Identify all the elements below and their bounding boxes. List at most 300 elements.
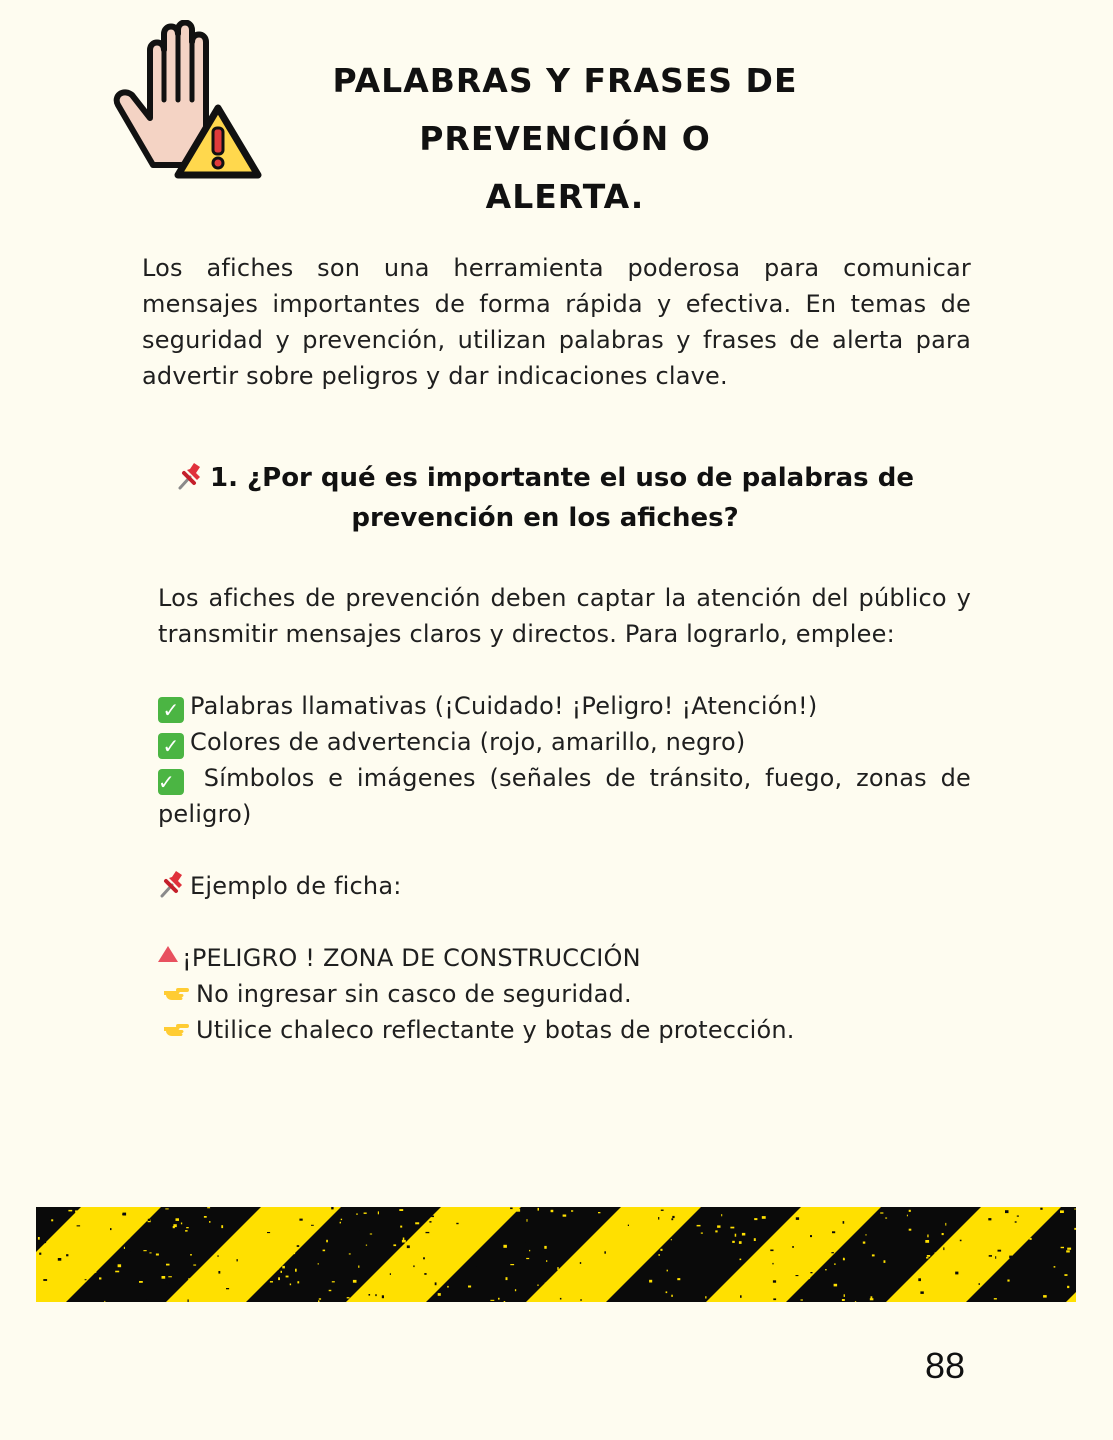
tape-speckle <box>551 1210 554 1212</box>
tape-speckle <box>550 1212 552 1214</box>
tape-speckle <box>1009 1256 1012 1259</box>
tape-speckle <box>195 1279 196 1281</box>
tape-speckle <box>927 1235 928 1238</box>
tape-speckle <box>426 1232 430 1233</box>
tape-speckle <box>727 1217 731 1220</box>
tape-speckle <box>730 1227 734 1229</box>
tape-speckle <box>340 1297 343 1298</box>
tape-speckle <box>134 1220 135 1223</box>
tape-speckle <box>586 1283 589 1286</box>
tape-speckle <box>465 1237 469 1239</box>
tape-speckle <box>1043 1295 1047 1298</box>
tape-speckle <box>766 1281 768 1284</box>
tape-speckle <box>598 1212 600 1213</box>
tape-speckle <box>1054 1266 1056 1268</box>
tape-speckle <box>399 1209 403 1211</box>
tape-speckle <box>543 1251 544 1253</box>
tape-speckle <box>796 1275 799 1276</box>
tape-speckle <box>989 1255 992 1257</box>
tape-speckle <box>729 1230 731 1232</box>
tape-speckle <box>288 1269 290 1272</box>
tape-speckle <box>38 1237 40 1240</box>
tape-speckle <box>166 1264 170 1266</box>
tape-speckle <box>242 1281 244 1284</box>
tape-speckle <box>907 1215 908 1217</box>
tape-speckle <box>843 1221 845 1224</box>
tape-speckle <box>490 1300 494 1301</box>
tape-speckle <box>340 1222 341 1224</box>
tape-speckle <box>357 1230 360 1232</box>
tape-speckle <box>468 1286 471 1288</box>
tape-speckle <box>77 1225 81 1226</box>
tape-speckle <box>438 1293 441 1296</box>
tape-speckle <box>575 1258 578 1260</box>
tape-speckle <box>671 1295 673 1297</box>
tape-speckle <box>250 1280 253 1282</box>
tape-speckle <box>740 1295 742 1298</box>
section-paragraph: Los afiches de prevención deben captar la atención del público y transmitir mensajes claros y directos. Para lograrlo, emplee: <box>158 584 971 648</box>
tape-speckle <box>382 1295 384 1298</box>
tape-speckle <box>927 1255 930 1257</box>
tape-speckle <box>649 1280 652 1283</box>
tape-speckle <box>837 1238 840 1241</box>
tape-speckle <box>557 1267 558 1270</box>
tape-speckle <box>209 1221 211 1223</box>
tape-speckle <box>127 1220 129 1223</box>
tape-speckle <box>146 1299 149 1300</box>
tape-speckle <box>115 1271 119 1273</box>
tape-speckle <box>69 1228 73 1229</box>
tape-speckle <box>80 1293 84 1294</box>
tape-speckle <box>792 1246 794 1248</box>
tape-speckle <box>332 1281 335 1282</box>
tape-speckle <box>472 1218 475 1220</box>
tape-speckle <box>1075 1208 1076 1210</box>
section-body <box>158 580 971 1048</box>
tape-speckle <box>908 1287 911 1290</box>
tape-speckle <box>721 1214 722 1216</box>
tape-speckle <box>945 1261 948 1262</box>
tape-speckle <box>290 1284 291 1286</box>
tape-speckle <box>275 1229 277 1232</box>
tape-speckle <box>504 1301 506 1302</box>
tape-speckle <box>677 1278 680 1280</box>
tape-speckle <box>423 1257 425 1259</box>
tape-speckle <box>375 1294 376 1296</box>
tape-speckle <box>796 1217 799 1220</box>
tape-speckle <box>278 1277 280 1280</box>
tape-speckle <box>855 1301 856 1302</box>
tape-speckle <box>447 1286 449 1288</box>
tape-speckle <box>276 1208 279 1210</box>
tape-speckle <box>571 1210 573 1211</box>
tape-speckle <box>443 1240 445 1242</box>
tape-speckle <box>823 1276 825 1278</box>
tape-speckle <box>219 1290 221 1292</box>
tape-speckle <box>908 1250 910 1252</box>
example-heading: ¡PELIGRO ! ZONA DE CONSTRUCCIÓN <box>158 940 971 976</box>
tape-speckle <box>254 1230 256 1232</box>
tape-speckle <box>870 1298 874 1300</box>
tape-speckle <box>842 1299 845 1301</box>
tape-speckle <box>297 1281 299 1283</box>
tape-speckle <box>672 1216 674 1218</box>
tape-speckle <box>299 1219 302 1221</box>
tape-speckle <box>962 1271 964 1274</box>
check-mark-icon: ✓ <box>158 769 184 795</box>
tape-speckle <box>544 1246 546 1249</box>
tape-speckle <box>822 1240 825 1242</box>
warning-triangle-icon <box>158 946 178 962</box>
tape-speckle <box>960 1240 962 1242</box>
tape-speckle <box>701 1233 703 1234</box>
tape-speckle <box>642 1243 646 1245</box>
tape-speckle <box>809 1220 811 1223</box>
example-item: Utilice chaleco reflectante y botas de protección. <box>158 1012 971 1048</box>
tape-speckle <box>956 1252 958 1254</box>
tape-speckle <box>659 1254 660 1256</box>
tape-speckle <box>861 1267 865 1270</box>
tape-speckle <box>809 1257 812 1259</box>
tape-speckle <box>515 1289 516 1291</box>
tape-speckle <box>202 1221 204 1223</box>
tape-speckle <box>831 1252 834 1253</box>
tape-speckle <box>233 1269 235 1270</box>
section-title <box>150 458 940 538</box>
tape-speckle <box>139 1281 143 1283</box>
tape-speckle <box>904 1224 906 1227</box>
tape-speckle <box>808 1278 810 1279</box>
tape-speckle <box>510 1208 512 1210</box>
tape-speckle <box>94 1254 97 1257</box>
tape-speckle <box>991 1268 995 1269</box>
tape-speckle <box>219 1212 223 1215</box>
tape-speckle <box>717 1208 718 1209</box>
checklist-item: ✓ Símbolos e imágenes (señales de tránsito, fuego, zonas de peligro) <box>158 764 971 828</box>
tape-speckle <box>1041 1283 1045 1285</box>
tape-speckle <box>1063 1278 1067 1280</box>
tape-speckle <box>1060 1210 1064 1213</box>
tape-speckle <box>193 1265 196 1266</box>
tape-speckle <box>345 1245 348 1248</box>
tape-speckle <box>943 1285 945 1288</box>
tape-speckle <box>666 1291 668 1293</box>
tape-speckle <box>275 1286 277 1287</box>
page-title <box>220 52 910 226</box>
tape-speckle <box>661 1227 663 1229</box>
tape-speckle <box>406 1229 408 1232</box>
tape-speckle <box>885 1218 887 1219</box>
tape-speckle <box>336 1288 340 1290</box>
tape-speckle <box>698 1278 700 1280</box>
tape-speckle <box>564 1286 566 1289</box>
tape-speckle <box>604 1251 606 1253</box>
tape-speckle <box>413 1265 414 1267</box>
tape-speckle <box>773 1298 776 1300</box>
tape-speckle <box>844 1294 845 1297</box>
tape-speckle <box>516 1285 519 1286</box>
tape-speckle <box>546 1260 547 1262</box>
tape-speckle <box>773 1280 776 1282</box>
tape-speckle <box>58 1258 62 1261</box>
tape-speckle <box>920 1291 923 1294</box>
tape-speckle <box>181 1223 182 1225</box>
tape-speckle <box>191 1291 192 1293</box>
tape-speckle <box>218 1271 220 1274</box>
tape-speckle <box>173 1226 175 1228</box>
tape-speckle <box>604 1291 606 1293</box>
tape-speckle <box>863 1242 866 1244</box>
tape-speckle <box>954 1276 955 1278</box>
tape-speckle <box>156 1254 159 1256</box>
tape-speckle <box>578 1228 579 1231</box>
tape-speckle <box>66 1254 68 1256</box>
tape-speckle <box>396 1295 397 1296</box>
tape-speckle <box>527 1219 528 1222</box>
tape-speckle <box>981 1220 984 1222</box>
tape-speckle <box>935 1252 939 1254</box>
tape-speckle <box>739 1241 742 1244</box>
tape-speckle <box>319 1298 321 1299</box>
tape-speckle <box>394 1262 396 1265</box>
tape-speckle <box>237 1259 238 1261</box>
tape-speckle <box>104 1301 105 1302</box>
tape-speckle <box>945 1223 946 1226</box>
tape-speckle <box>834 1263 835 1265</box>
tape-speckle <box>56 1301 57 1302</box>
tape-speckle <box>506 1277 508 1280</box>
tape-speckle <box>760 1240 764 1243</box>
tape-speckle <box>880 1212 883 1213</box>
tape-speckle <box>955 1254 956 1256</box>
tape-speckle <box>415 1222 419 1224</box>
tape-speckle <box>836 1276 838 1277</box>
tape-speckle <box>943 1247 944 1250</box>
tape-speckle <box>308 1233 310 1236</box>
tape-speckle <box>857 1258 858 1261</box>
tape-speckle <box>472 1237 475 1239</box>
tape-speckle <box>1023 1236 1027 1238</box>
tape-speckle <box>580 1299 582 1300</box>
tape-speckle <box>877 1277 881 1280</box>
tape-speckle <box>770 1250 773 1252</box>
tape-speckle <box>51 1219 53 1221</box>
tape-speckle <box>168 1276 172 1277</box>
tape-speckle <box>981 1258 985 1260</box>
tape-speckle <box>160 1224 163 1226</box>
tape-speckle <box>494 1214 498 1216</box>
tape-speckle <box>463 1244 465 1245</box>
tape-speckle <box>267 1232 270 1233</box>
tape-speckle <box>72 1258 75 1259</box>
tape-speckle <box>189 1238 190 1240</box>
tape-speckle <box>858 1274 860 1276</box>
tape-speckle <box>188 1299 189 1302</box>
tape-speckle <box>801 1299 803 1300</box>
tape-speckle <box>75 1210 79 1212</box>
tape-speckle <box>390 1217 393 1218</box>
section-title-line-2: prevención en los afiches? <box>351 503 739 533</box>
tape-speckle <box>667 1270 668 1272</box>
tape-speckle <box>717 1225 720 1227</box>
pointing-hand-icon <box>162 983 190 1005</box>
tape-speckle <box>402 1298 406 1299</box>
tape-speckle <box>538 1263 539 1264</box>
tape-speckle <box>43 1279 47 1281</box>
tape-speckle <box>190 1254 192 1255</box>
tape-speckle <box>226 1212 230 1213</box>
tape-speckle <box>191 1252 194 1254</box>
tape-speckle <box>1029 1238 1031 1240</box>
tape-speckle <box>998 1250 1002 1252</box>
tape-speckle <box>407 1245 410 1248</box>
tape-speckle <box>440 1231 442 1234</box>
tape-speckle <box>445 1272 448 1274</box>
tape-speckle <box>143 1250 146 1251</box>
tape-speckle <box>918 1278 921 1281</box>
tape-speckle <box>303 1266 304 1267</box>
tape-speckle <box>341 1219 342 1220</box>
tape-speckle <box>175 1276 178 1279</box>
tape-speckle <box>63 1245 66 1246</box>
tape-speckle <box>217 1256 219 1257</box>
tape-speckle <box>408 1280 411 1282</box>
tape-speckle <box>99 1277 101 1279</box>
tape-speckle <box>650 1240 653 1241</box>
tape-speckle <box>854 1248 857 1251</box>
tape-speckle <box>736 1232 738 1233</box>
tape-speckle <box>145 1246 147 1248</box>
tape-speckle <box>660 1249 662 1251</box>
tape-speckle <box>123 1213 127 1216</box>
tape-speckle <box>942 1233 944 1235</box>
tape-speckle <box>973 1260 976 1263</box>
tape-speckle <box>864 1277 865 1279</box>
tape-speckle <box>347 1297 350 1298</box>
tape-speckle <box>772 1263 773 1265</box>
tape-speckle <box>925 1240 929 1243</box>
tape-speckle <box>555 1293 558 1295</box>
tape-speckle <box>185 1230 188 1232</box>
tape-speckle <box>294 1253 295 1254</box>
tape-speckle <box>407 1283 411 1285</box>
tape-speckle <box>754 1218 757 1220</box>
tape-speckle <box>67 1233 69 1235</box>
tape-speckle <box>979 1283 980 1285</box>
tape-speckle <box>118 1264 122 1267</box>
page-title-line-2: ALERTA. <box>485 177 645 216</box>
tape-speckle <box>95 1231 98 1233</box>
tape-speckle <box>43 1241 46 1243</box>
tape-speckle <box>429 1221 431 1223</box>
tape-speckle <box>475 1266 477 1268</box>
tape-speckle <box>810 1235 812 1237</box>
tape-speckle <box>207 1207 210 1208</box>
tape-speckle <box>825 1269 826 1270</box>
tape-speckle <box>797 1233 801 1235</box>
tape-speckle <box>798 1248 801 1249</box>
tape-speckle <box>282 1266 285 1269</box>
tape-speckle <box>615 1261 616 1263</box>
tape-speckle <box>529 1250 530 1251</box>
tape-speckle <box>827 1227 829 1229</box>
tape-speckle <box>295 1269 297 1272</box>
tape-speckle <box>742 1233 745 1236</box>
tape-speckle <box>688 1230 692 1231</box>
example-label: Ejemplo de ficha: <box>158 868 971 904</box>
tape-speckle <box>492 1258 494 1260</box>
tape-speckle <box>526 1258 529 1259</box>
tape-speckle <box>148 1219 151 1221</box>
tape-speckle <box>926 1257 929 1258</box>
tape-speckle <box>994 1223 996 1225</box>
tape-speckle <box>358 1266 359 1268</box>
tape-speckle <box>905 1278 908 1280</box>
tape-speckle <box>176 1218 180 1221</box>
tape-speckle <box>130 1212 132 1214</box>
tape-speckle <box>149 1252 151 1253</box>
tape-speckle <box>988 1218 991 1220</box>
tape-speckle <box>634 1264 638 1267</box>
tape-speckle <box>369 1294 371 1296</box>
tape-speckle <box>525 1242 527 1243</box>
tape-speckle <box>750 1267 753 1269</box>
tape-speckle <box>265 1218 267 1221</box>
tape-speckle <box>71 1260 72 1262</box>
tape-speckle <box>326 1240 328 1243</box>
tape-speckle <box>705 1296 706 1298</box>
tape-speckle <box>966 1261 967 1262</box>
check-mark-icon: ✓ <box>158 733 184 759</box>
tape-speckle <box>256 1226 259 1228</box>
tape-speckle <box>1017 1216 1019 1217</box>
tape-speckle <box>370 1234 372 1235</box>
tape-speckle <box>832 1231 835 1233</box>
tape-speckle <box>68 1210 72 1212</box>
tape-speckle <box>226 1288 229 1289</box>
tape-speckle <box>166 1282 170 1284</box>
tape-speckle <box>1067 1248 1071 1250</box>
tape-speckle <box>834 1284 838 1287</box>
tape-speckle <box>124 1247 125 1249</box>
tape-speckle <box>270 1281 273 1282</box>
tape-speckle <box>278 1259 280 1260</box>
tape-speckle <box>128 1236 130 1238</box>
tape-speckle <box>909 1210 911 1212</box>
tape-speckle <box>318 1300 320 1302</box>
tape-speckle <box>181 1278 183 1279</box>
tape-speckle <box>950 1248 951 1249</box>
tape-speckle <box>537 1285 539 1286</box>
tape-speckle <box>715 1230 717 1232</box>
tape-speckle <box>329 1290 332 1291</box>
tape-speckle <box>318 1263 319 1265</box>
tape-speckle <box>1022 1238 1025 1240</box>
check-mark-icon: ✓ <box>158 697 184 723</box>
pointing-hand-icon <box>162 1019 190 1041</box>
tape-speckle <box>785 1246 787 1248</box>
example-item: No ingresar sin casco de seguridad. <box>158 976 971 1012</box>
tape-speckle <box>560 1298 562 1300</box>
tape-speckle <box>778 1249 780 1250</box>
tape-speckle <box>936 1248 938 1249</box>
tape-speckle <box>588 1296 589 1299</box>
tape-speckle <box>39 1253 41 1255</box>
checklist-item: ✓ Colores de advertencia (rojo, amarillo, negro) <box>158 724 971 760</box>
tape-speckle <box>930 1284 931 1285</box>
tape-speckle <box>443 1278 446 1280</box>
tape-speckle <box>601 1260 605 1263</box>
